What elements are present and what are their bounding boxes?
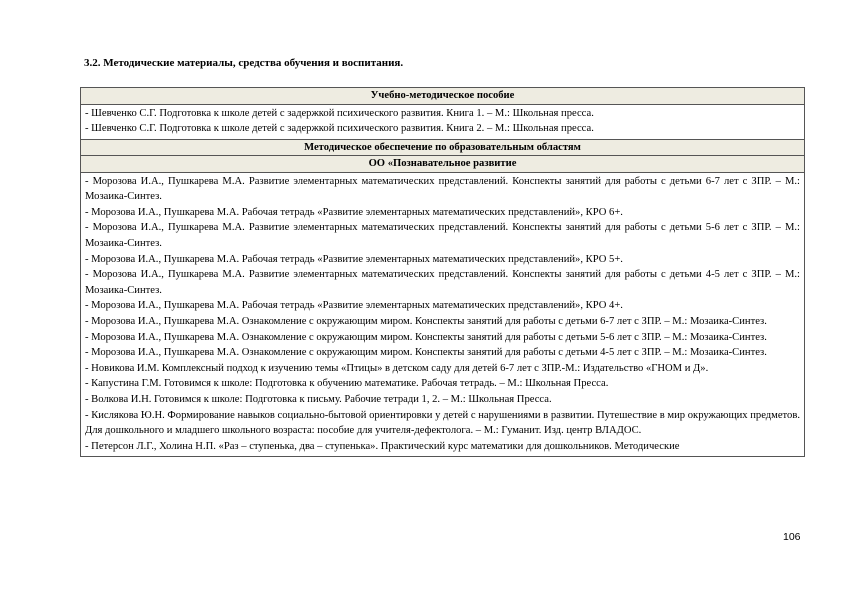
list-item: - Шевченко С.Г. Подготовка к школе детей с задержкой психического развития. Книга 2. – М.: Школьная пресса.: [85, 123, 594, 135]
list-item: - Новикова И.М. Комплексный подход к изучению темы «Птицы» в детском саду для детей 6-7 лет с ЗПР.-М.: Издательство «ГНОМ и Д».: [85, 362, 709, 374]
list-item: - Морозова И.А., Пушкарева М.А. Развитие элементарных математических представлений. Конспекты занятий для работы с детьми 5-6 лет с ЗПР. – М.: Мозаика-Синтез.: [85, 222, 800, 250]
section-title-teaching-aid: Учебно-методическое пособие: [81, 88, 805, 105]
list-item: - Морозова И.А., Пушкарева М.А. Ознакомление с окружающим миром. Конспекты занятий для работы с детьми 6-7 лет с ЗПР. – М.: Мозаика-Синтез.: [85, 316, 767, 328]
list-item: - Кислякова Ю.Н. Формирование навыков социально-бытовой ориентировки у детей с нарушениями в развитии. Путешествие в мир окружающих предметов. Для дошкольного и младшего школьного возраста: пособие для учителя-дефектолога. – М.: Гуманит. Изд. центр ВЛАДОС.: [85, 409, 800, 437]
list-cell: [81, 172, 805, 457]
table-header-row: [81, 156, 805, 173]
materials-table: [80, 87, 805, 457]
list-item: - Капустина Г.М. Готовимся к школе: Подготовка к обучению математике. Рабочая тетрадь. – М.: Школьная Пресса.: [85, 378, 609, 390]
list-item: - Волкова И.Н. Готовимся к школе: Подготовка к письму. Рабочие тетради 1, 2. – М.: Школьная Пресса.: [85, 394, 552, 405]
list-item: - Морозова И.А., Пушкарева М.А. Рабочая тетрадь «Развитие элементарных математических представлений», КРО 4+.: [85, 300, 623, 312]
section-heading: 3.2. Методические материалы, средства обучения и воспитания.: [84, 57, 404, 69]
list-item: - Морозова И.А., Пушкарева М.А. Развитие элементарных математических представлений. Конспекты занятий для работы с детьми 4-5 лет с ЗПР. – М.: Мозаика-Синтез.: [85, 269, 800, 296]
section-title-methodical-support: Методическое обеспечение по образовательным областям: [81, 139, 805, 156]
page-number: 106: [783, 531, 801, 543]
list-item: - Морозова И.А., Пушкарева М.А. Ознакомление с окружающим миром. Конспекты занятий для работы с детьми 4-5 лет с ЗПР. – М.: Мозаика-Синтез.: [85, 347, 767, 359]
list-item: - Морозова И.А., Пушкарева М.А. Ознакомление с окружающим миром. Конспекты занятий для работы с детьми 5-6 лет с ЗПР. – М.: Мозаика-Синтез.: [85, 331, 767, 343]
list-item: - Морозова И.А., Пушкарева М.А. Развитие элементарных математических представлений. Конспекты занятий для работы с детьми 6-7 лет с ЗПР. – М.: Мозаика-Синтез.: [85, 175, 800, 203]
table-header-row: [81, 139, 805, 156]
list-item: - Морозова И.А., Пушкарева М.А. Рабочая тетрадь «Развитие элементарных математических представлений», КРО 6+.: [85, 206, 623, 218]
list-cell: [81, 104, 805, 139]
list-item: - Морозова И.А., Пушкарева М.А. Рабочая тетрадь «Развитие элементарных математических представлений», КРО 5+.: [85, 253, 623, 265]
table-row: [81, 104, 805, 139]
table-row: [81, 172, 805, 457]
section-title-cognitive-development: ОО «Познавательное развитие: [81, 156, 805, 173]
table-header-row: [81, 88, 805, 105]
list-item: - Петерсон Л.Г., Холина Н.П. «Раз – ступенька, два – ступенька». Практический курс математики для дошкольников. Методические: [85, 440, 680, 452]
list-item: - Шевченко С.Г. Подготовка к школе детей с задержкой психического развития. Книга 1. – М.: Школьная пресса.: [85, 107, 594, 119]
